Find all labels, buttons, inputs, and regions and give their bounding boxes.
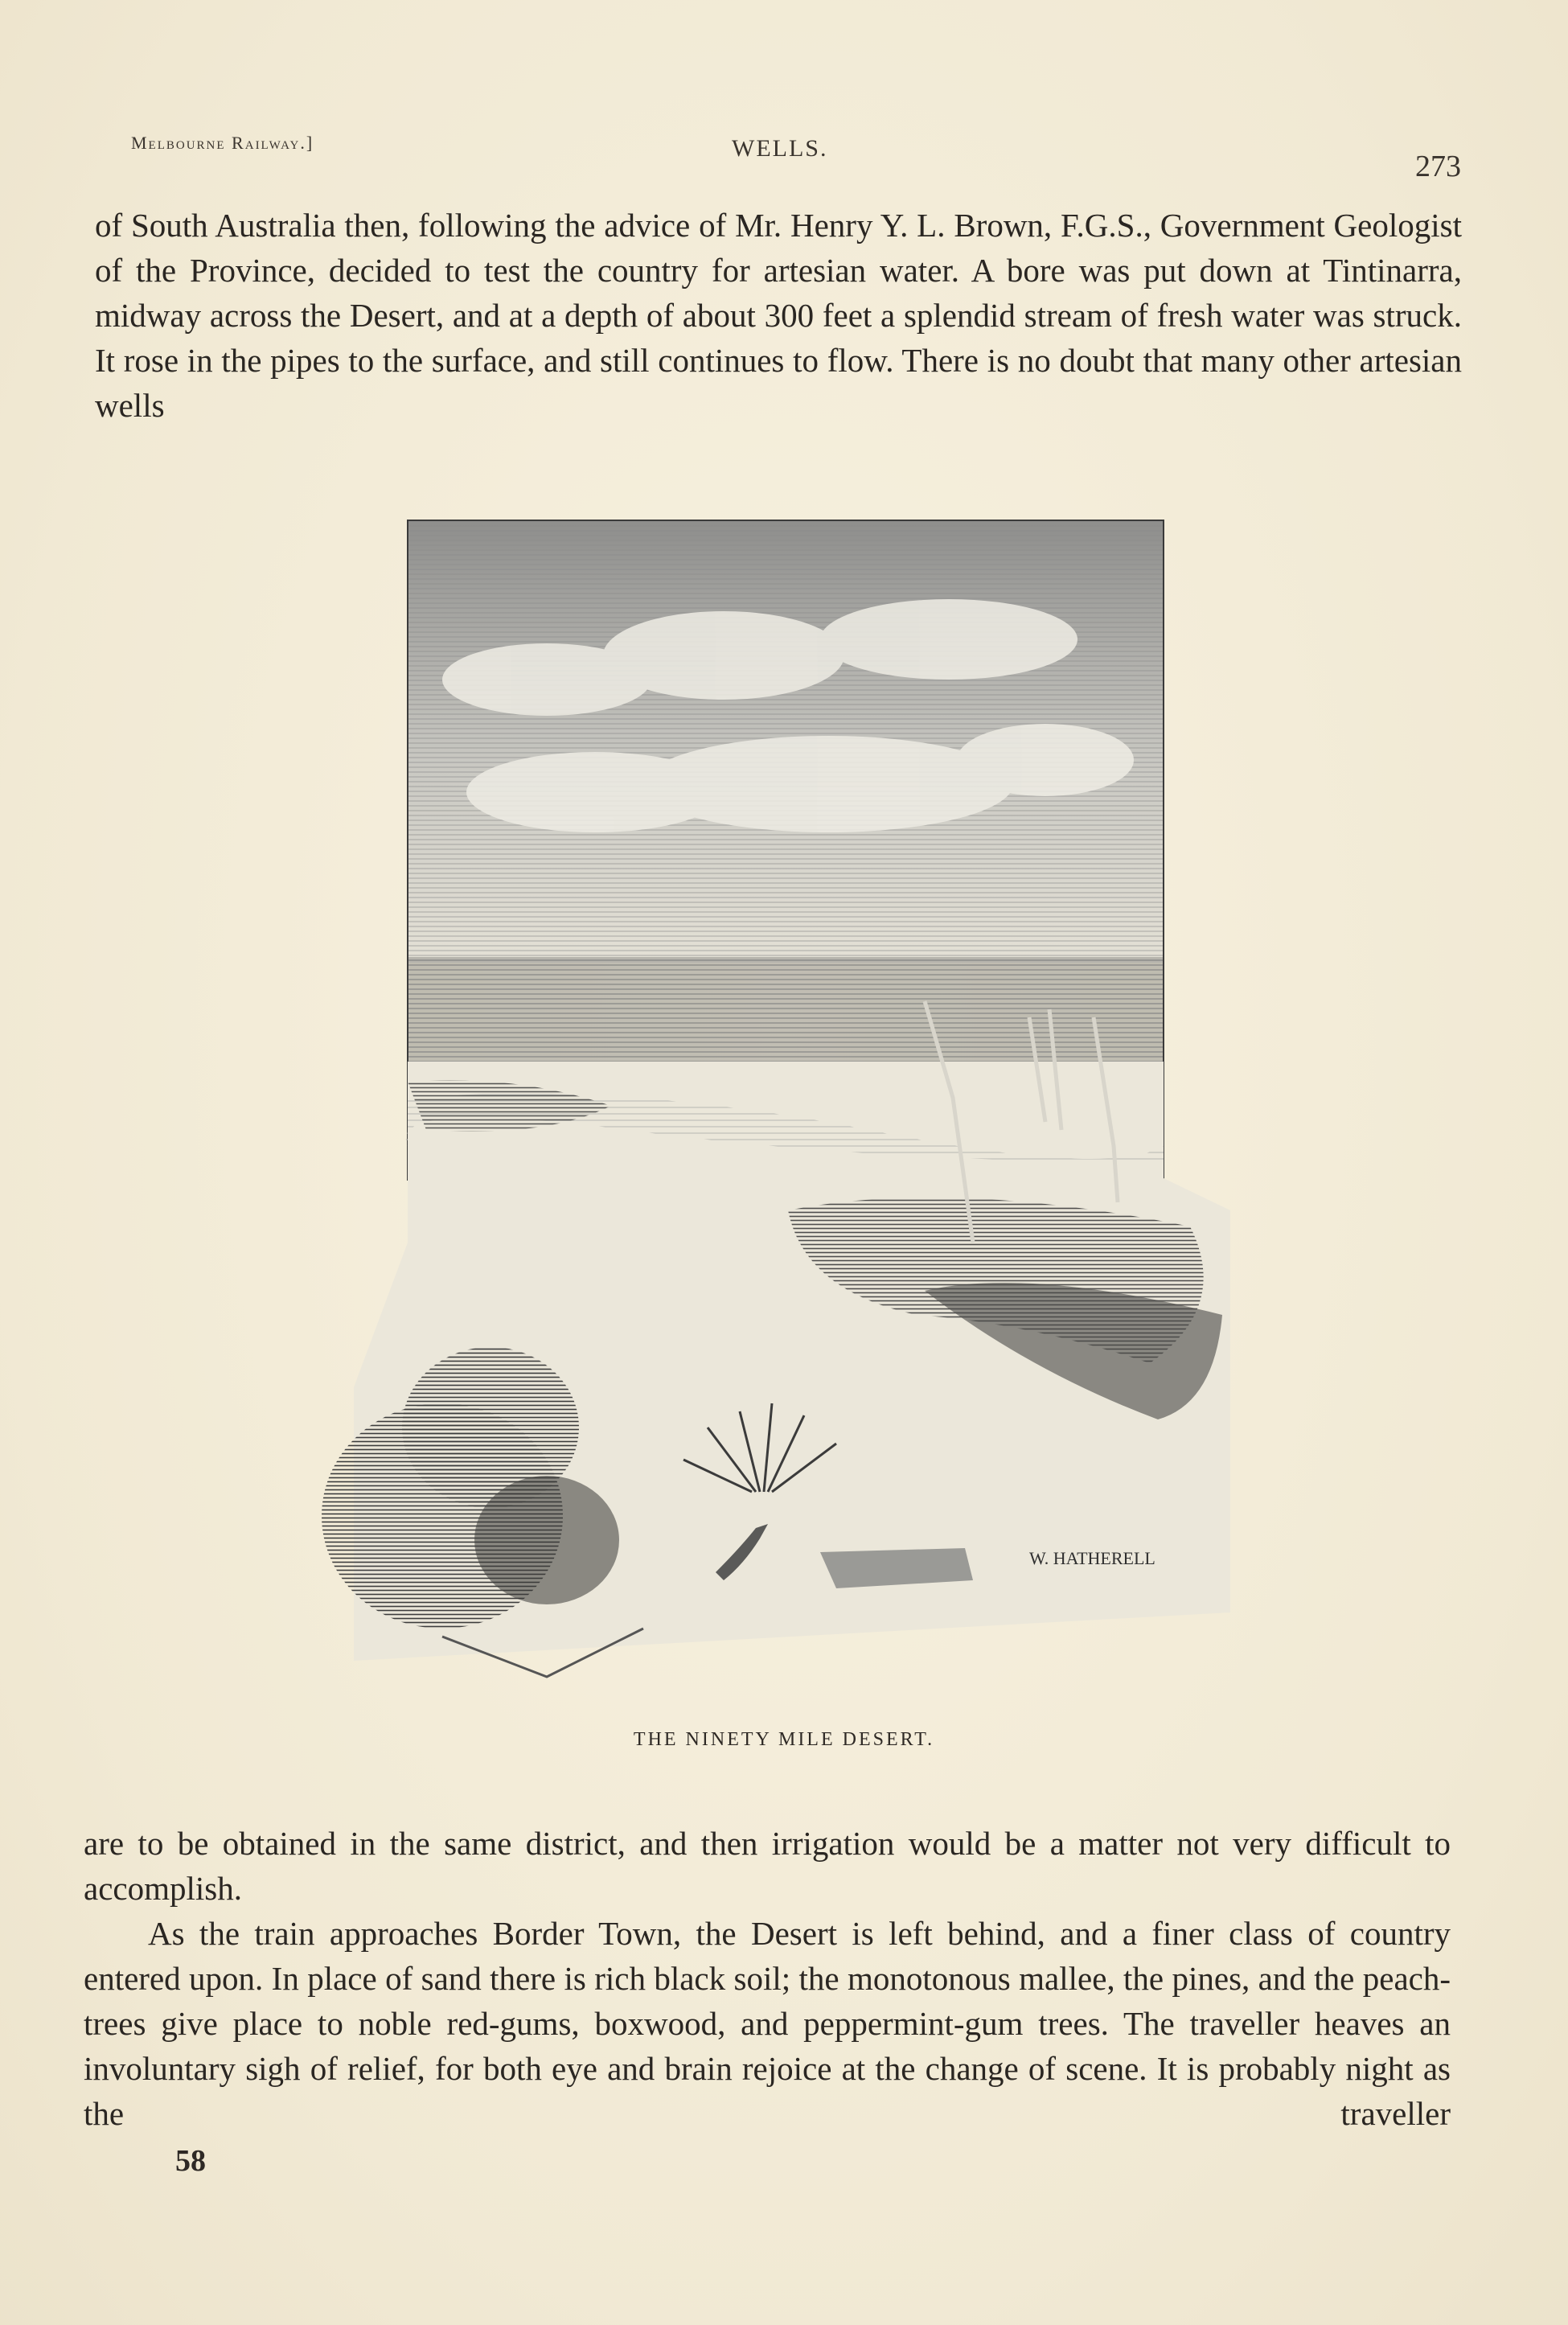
signature-mark: 58: [175, 2144, 206, 2178]
running-head-left: Melbourne Railway.]: [131, 133, 314, 153]
desert-engraving-illustration: [306, 519, 1254, 1701]
running-head-title: WELLS.: [732, 135, 828, 162]
artist-signature: W. HATHERELL: [1029, 1548, 1155, 1568]
page-number: 273: [1415, 150, 1461, 183]
body-paragraph-next: As the train approaches Border Town, the Desert is left behind, and a finer class of country entered upon. In place of sand there is rich black soil; the monotonous mallee, the pines, and the peach-trees give place to noble red-gums, boxwood, and peppermint-gum trees. The traveller heaves an involuntary sigh of relief, for both eye and brain rejoice at the change of scene. It is probably night as the traveller: [84, 1915, 1451, 2132]
figure-caption: THE NINETY MILE DESERT.: [633, 1729, 935, 1750]
body-paragraph-continued: are to be obtained in the same district, and then irrigation would be a matter not very difficult to accomplish.: [84, 1825, 1451, 1907]
body-paragraph-top: of South Australia then, following the advice of Mr. Henry Y. L. Brown, F.G.S., Government Geologist of the Province, decided to test the country for artesian water. A bore was put down at Tintinarra, midway across the Desert, and at a depth of about 300 feet a splendid stream of fresh water was struck. It rose in the pipes to the surface, and still continues to flow. There is no doubt that many other artesian wells: [95, 207, 1462, 424]
